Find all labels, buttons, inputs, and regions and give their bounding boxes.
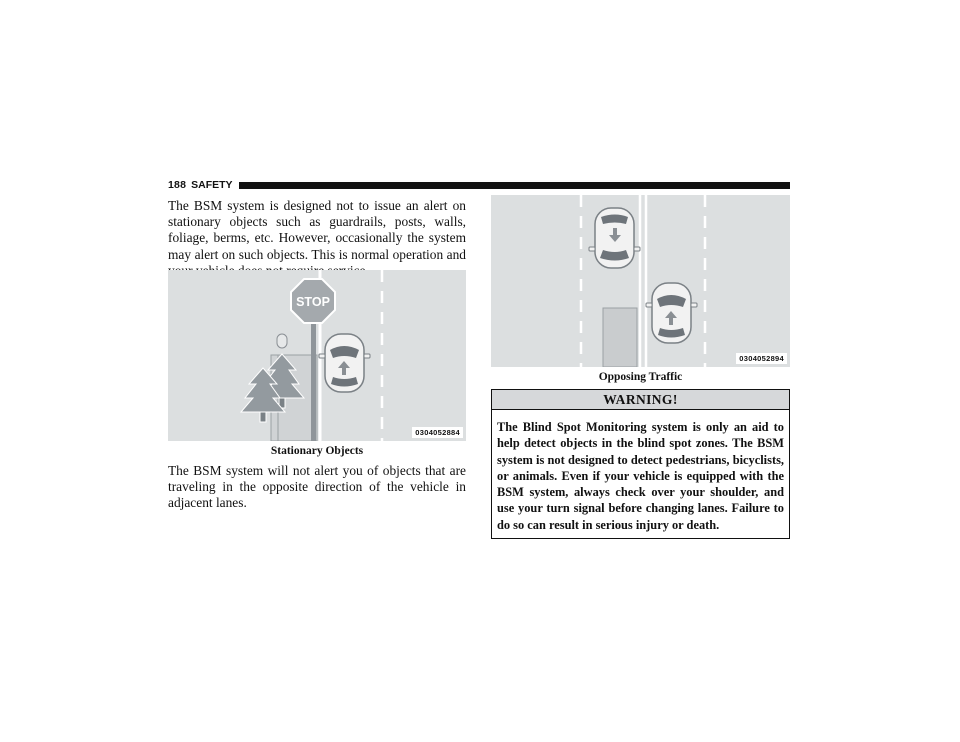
post-shape <box>277 334 287 348</box>
warning-text: The Blind Spot Monitoring system is only an aid to help detect objects in the blind spot zones. The BSM system is not designed to detect pedestrians, bicyclists, or animals. Even if your vehicle is equipped with the BSM system, always check over your shoulder, and use your turn signal before changing lanes. Failure to do so can result in serious injury or death. <box>497 420 784 532</box>
figure-caption: Opposing Traffic <box>598 371 683 383</box>
figure-code: 0304052894 <box>736 353 787 364</box>
paragraph-stationary-objects: The BSM system is designed not to issue an alert on stationary objects such as guardrails, posts, walls, foliage, berms, etc. However, occasionally the system may alert on such objects. This is normal operation and <box>168 198 466 262</box>
stop-sign-text: STOP <box>296 295 330 309</box>
warning-box <box>491 389 790 539</box>
figure-caption: Stationary Objects <box>270 445 364 457</box>
oncoming-car-shape <box>589 208 640 268</box>
stationary-objects-illustration <box>168 270 466 441</box>
page-number: 188 <box>168 179 187 191</box>
figure-opposing-traffic <box>491 195 790 367</box>
figure-code: 0304052884 <box>412 427 463 438</box>
section-title: SAFETY <box>191 179 233 191</box>
page-header <box>168 178 790 192</box>
car-shape <box>319 334 370 392</box>
warning-title: WARNING! <box>492 390 789 410</box>
opposing-traffic-illustration <box>491 195 790 367</box>
paragraph-opposing-direction: The BSM system will not alert you of objects that are traveling in the opposite direction of the vehicle in adjacent lanes. <box>168 463 466 511</box>
header-rule <box>239 182 790 189</box>
figure-stationary-objects <box>168 270 466 441</box>
own-car-shape <box>646 283 697 343</box>
